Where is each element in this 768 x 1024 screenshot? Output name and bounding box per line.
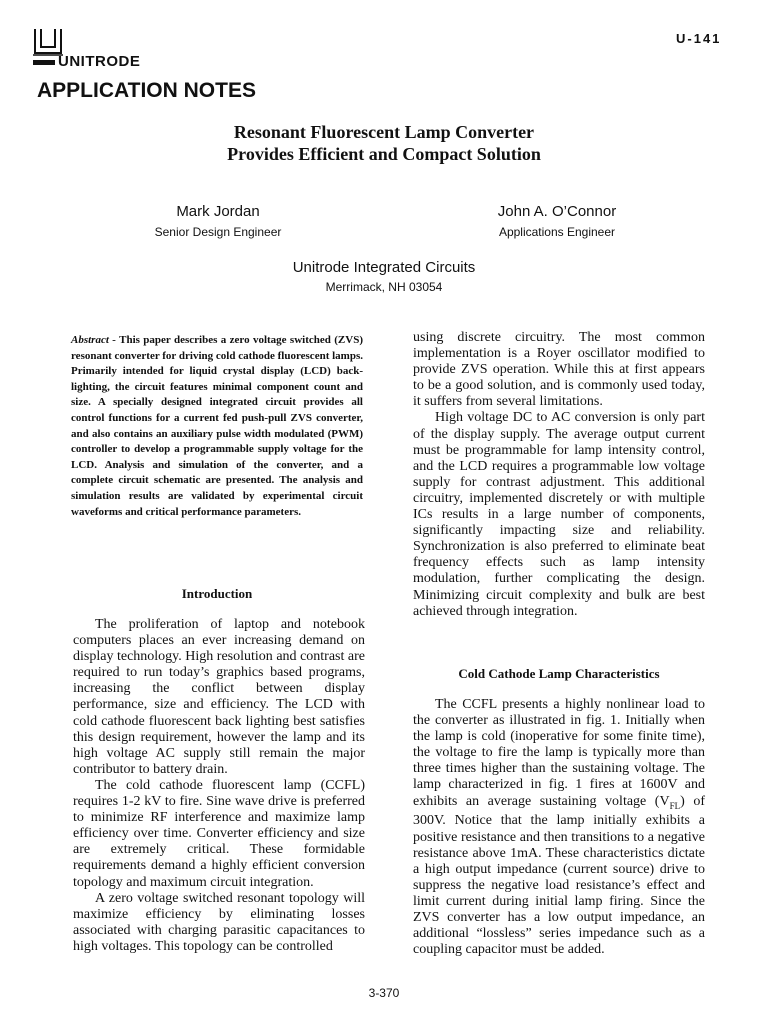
series-heading: APPLICATION NOTES [37, 79, 256, 102]
document-number: U-141 [676, 31, 722, 46]
right-column-bottom [413, 697, 705, 958]
introduction-heading: Introduction [181, 586, 253, 601]
title-line-1: Resonant Fluorescent Lamp Converter [233, 122, 535, 142]
page-number: 3-370 [368, 986, 400, 1000]
lamp-characteristics-heading: Cold Cathode Lamp Characteristics [458, 666, 660, 681]
abstract-text: This paper describes a zero voltage switched (ZVS) resonant converter for driving cold cathode fluorescent lamps. Primarily intended for liquid crystal display (LCD) back-lighting, the circuit features minimal component count and size. A specially designed integrated circuit provides all control functions for a current fed push-pull ZVS converter, and also contains an auxiliary pulse width modulated (PWM) controller to develop a programmable supply voltage for the LCD. Analysis and simulation of the converter, and a complete circuit schematic are presented. The analysis and simulation results are validated by experimental circuit waveforms and critical performance parameters. [71, 334, 363, 518]
author-name: Mark Jordan [176, 203, 260, 220]
brand-name: UNITRODE [33, 53, 140, 70]
affiliation [0, 259, 768, 295]
paragraph: A zero voltage switched resonant topology will maximize efficiency by eliminating losses associated with charging parasitic capacitances to high voltages. This topology can be controlled [73, 890, 365, 954]
abstract-label: Abstract - [71, 334, 116, 346]
paragraph: High voltage DC to AC conversion is only part of the display supply. The average output current must be programmable for lamp intensity control, and the LCD requires a programmable low voltage supply for contrast adjustment. This additional circuitry, implemented discretely or with multiple ICs results in a large number of components, significantly impacting size and reliability. Synchronization is also preferred to eliminate beat frequency effects such as lamp intensity modulation, further complicating the design. Minimizing circuit complexity and bulk are best achieved through integration. [413, 410, 705, 619]
author-name: John A. O’Connor [497, 203, 617, 220]
paragraph: The CCFL presents a highly nonlinear load to the converter as illustrated in fig. 1. Initially when the lamp is cold (inoperative for some finite time), the voltage to fire the lamp is typically more than three times higher than the sustaining voltage. The lamp characterized in fig. 1 fires at 1600V and exhibits an average sustaining voltage $(V_{FL})$ of 300V. Notice that the lamp initially exhibits a positive resistance and then transitions to a negative resistance above 1mA. These characteristics dictate a high output impedance (current source) drive to suppress the negative load resistance’s effect and limit current during initial lamp firing. Since the ZVS converter has a low output impedance, an additional “lossless” series impedance such as a coupling capacitor must be added. [413, 697, 706, 958]
introduction-body [73, 617, 365, 955]
paragraph: using discrete circuitry. The most common implementation is a Royer oscillator modified to provide ZVS operation. While this at first appears to be a good solution, and is commonly used today, it suffers from several limitations. [413, 330, 705, 410]
abstract [71, 333, 363, 520]
symbol-vfl: $V_{FL}$ [659, 793, 681, 811]
affiliation-location: Merrimack, NH 03054 [325, 280, 443, 294]
author-1 [118, 203, 318, 240]
author-2 [457, 203, 657, 240]
right-column-top [413, 330, 705, 620]
paragraph: The proliferation of laptop and notebook computers places an ever increasing demand on display technology. High resolution and contrast are required to run today’s graphics based programs, increasing the conflict between display performance, size and efficiency. The LCD with cold cathode fluorescent back lighting best satisfies this design requirement, however the lamp and its high voltage AC supply still remain the major contributor to battery drain. [73, 617, 365, 777]
paragraph: The cold cathode fluorescent lamp (CCFL) requires 1-2 kV to fire. Sine wave drive is preferred to minimize RF interference and maximize lamp efficiency over time. Converter efficiency and size are extremely critical. These formidable requirements demand a highly efficient conversion topology and maximum circuit integration. [73, 777, 365, 890]
author-role: Senior Design Engineer [154, 225, 282, 239]
title-line-2: Provides Efficient and Compact Solution [227, 144, 541, 164]
affiliation-name: Unitrode Integrated Circuits [292, 259, 476, 276]
author-role: Applications Engineer [498, 225, 616, 239]
